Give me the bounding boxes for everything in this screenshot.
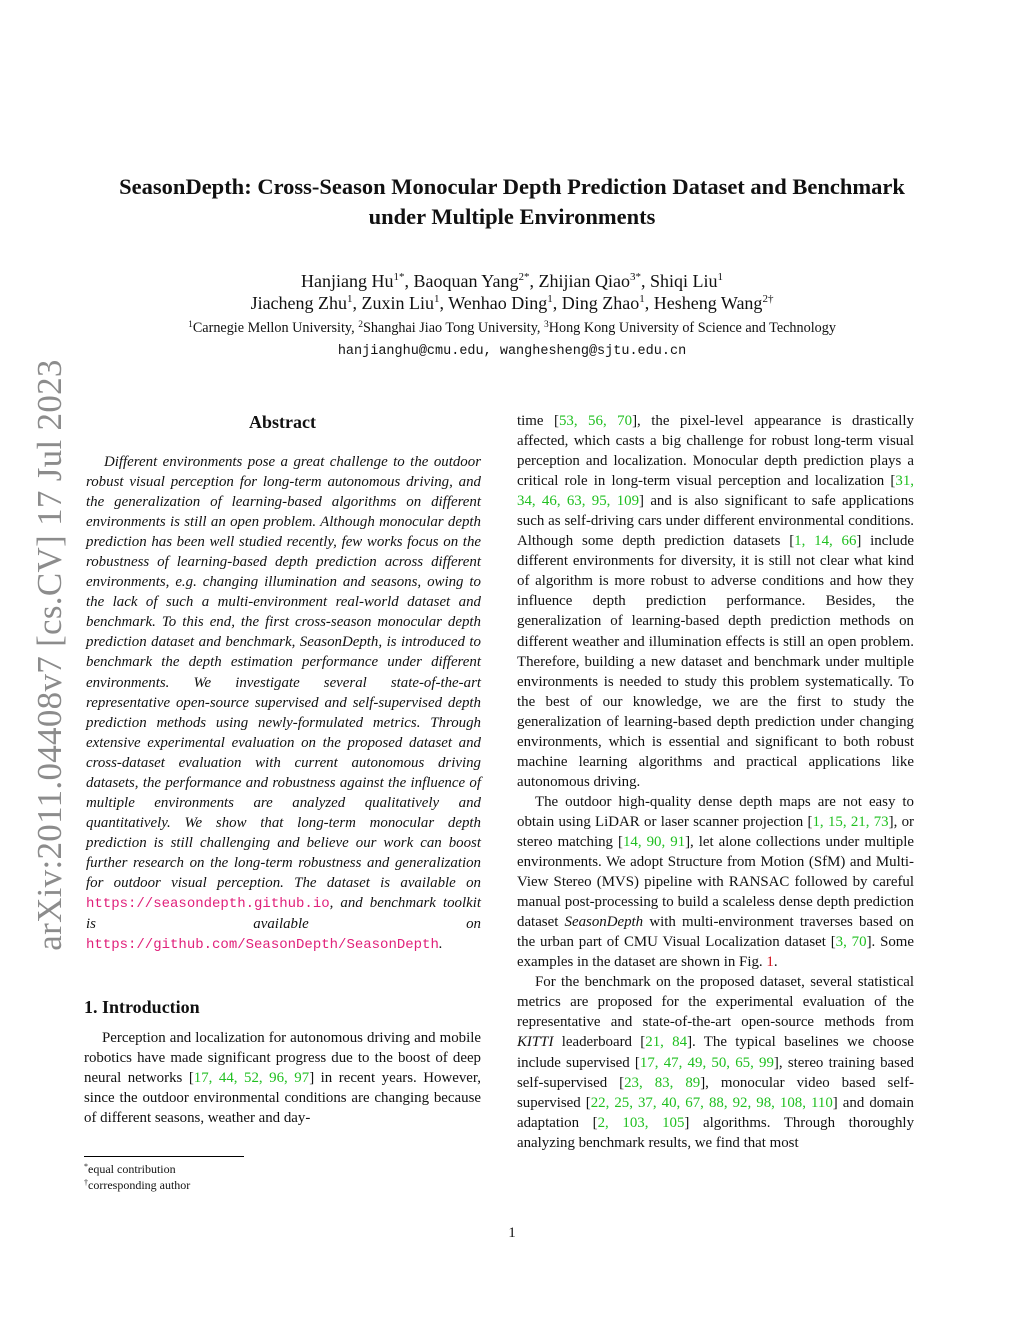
text-run: ], monocular video based self-supervised [: [517, 1074, 915, 1111]
affiliation-name: Hong Kong University of Science and Technology: [548, 320, 836, 336]
figure-reference-link[interactable]: 1: [766, 954, 774, 971]
citation-link[interactable]: 21, 84: [645, 1034, 688, 1051]
citation-link[interactable]: 31, 34, 46, 63, 95, 109: [517, 473, 914, 510]
abstract-text-end: .: [438, 936, 443, 953]
author-affiliation-mark: 1: [717, 271, 723, 283]
text-run: time [: [517, 413, 559, 429]
text-run: with multi-environment traverses based on the urban part of CMU Visual Localization dataset [: [517, 914, 914, 951]
introduction-heading: 1. Introduction: [84, 997, 200, 1018]
page-number: 1: [508, 1225, 516, 1241]
author-affiliation-mark: 1: [434, 293, 440, 305]
citation-link[interactable]: 17, 47, 49, 50, 65, 99: [639, 1054, 774, 1071]
author-list: [80, 270, 944, 314]
citation-link[interactable]: 14, 90, 91: [622, 833, 686, 850]
citation-link[interactable]: 1, 14, 66: [794, 533, 857, 550]
footnotes: [84, 1156, 244, 1193]
affiliation-name: Shanghai Jiao Tong University: [362, 320, 537, 336]
text-run: ]. The typical baselines we choose include supervised [: [517, 1034, 914, 1071]
author-line-2: Jiacheng Zhu$^1$, Zuxin Liu$^1$, Wenhao Ding$^1$, Ding Zhao$^1$, Hesheng Wang$^{2\dagger}$: [250, 293, 774, 313]
author-name: Jiacheng Zhu: [250, 293, 348, 313]
author-affiliation-mark: 2*: [518, 271, 530, 283]
left-column: [84, 410, 481, 1128]
citation-link[interactable]: 3, 70: [835, 934, 867, 951]
toolkit-link[interactable]: https://github.com/SeasonDepth/SeasonDepth: [86, 937, 439, 954]
author-affiliation-mark: 1: [639, 293, 645, 305]
leaderboard-name: KITTI: [517, 1034, 554, 1051]
author-name: Zhijian Qiao: [538, 271, 630, 291]
text-run: ], or stereo matching [: [517, 813, 915, 850]
text-run: ] include different environments for diversity, it is still not clear what kind of algorithm is more robust to adverse conditions and how they influence depth prediction performance. Besides, the generalization of learning-based depth prediction methods on different weather and illumination effects is still an open problem. Therefore, building a new dataset and benchmark under multiple environments is needed to study this problem systematically. To the best of our knowledge, we are the first to study the generalization of learning-based depth prediction under changing environments, which is essential and significant to both robust machine learning algorithms and practical applications like autonomous driving.: [517, 533, 914, 790]
contact-emails: hanjianghu@cmu.edu, wanghesheng@sjtu.edu.cn: [337, 344, 687, 359]
affiliations: $^1$Carnegie Mellon University, $^2$Shanghai Jiao Tong University, $^3$Hong Kong University of Science and Technology: [188, 320, 836, 336]
author-line-1: Hanjiang $Hu^{1*}$, Baoquan Yang$^{2*}$, Zhijian Qiao$^{3*}$, Shiqi Liu$^1$: [301, 271, 723, 291]
intro-paragraph-2: [517, 792, 914, 972]
author-name: Zuxin Liu: [361, 293, 435, 313]
author-name: Hanjiang Hu: [301, 271, 394, 291]
citation-link[interactable]: 23, 83, 89: [624, 1074, 701, 1091]
dataset-name: SeasonDepth: [564, 914, 644, 931]
text-run: ] and is also significant to safe applications such as self-driving cars under different environmental conditions. Although some depth prediction datasets [: [517, 493, 914, 550]
affiliation-mark: 3: [544, 320, 549, 330]
citation-link[interactable]: 17, 44, 52, 96, 97: [193, 1070, 310, 1087]
author-affiliation-mark: 1: [547, 293, 553, 305]
citation-link[interactable]: 1, 15, 21, 73: [812, 813, 889, 830]
affiliation-mark: 2: [358, 320, 363, 330]
text-run: For the benchmark on the proposed dataset, several statistical metrics are proposed for the experimental evaluation of the representative and state-of-the-art open-source methods from: [517, 974, 914, 1031]
arxiv-identifier-stamp: arXiv:2011.04408v7 [cs.CV] 17 Jul 2023: [30, 359, 69, 951]
intro-paragraph-continued: [517, 411, 914, 792]
text-run: ], stereo training based self-supervised [: [517, 1054, 915, 1091]
text-run: ], the pixel-level appearance is drastically affected, which casts a big challenge for robust long-term visual perception and localization. Monocular depth prediction plays a critical role in long-term visual perception and localization [: [517, 413, 915, 490]
author-name: Wenhao Ding: [448, 293, 548, 313]
text-run: ] and domain adaptation [: [517, 1094, 914, 1131]
author-name: Shiqi Liu: [649, 271, 718, 291]
text-run: leaderboard [: [553, 1034, 646, 1051]
citation-link[interactable]: 2, 103, 105: [597, 1114, 685, 1131]
abstract-text-mid: , and benchmark toolkit is available on: [86, 895, 481, 933]
author-name: Hesheng Wang: [653, 293, 763, 313]
author-affiliation-mark: 3*: [629, 271, 641, 283]
intro-paragraph-3: [517, 972, 914, 1152]
text-run: .: [773, 954, 778, 971]
citation-link[interactable]: 53, 56, 70: [558, 413, 633, 429]
text-run: ], let alone collections under multiple environments. We adopt Structure from Motion (SfM) and Multi-View Stereo (MVS) pipeline with RANSAC followed by careful manual post-processing to build a scaleless dense depth prediction dataset: [517, 833, 914, 931]
author-affiliation-mark: 1: [347, 293, 353, 305]
text-run: ]. Some examples in the dataset are shown in Fig.: [517, 934, 914, 971]
text-run: Perception and localization for autonomous driving and mobile robotics have made significant progress due to the boost of deep neural networks [: [84, 1030, 481, 1087]
author-affiliation-mark: 1*: [393, 271, 405, 283]
text-run: ] in recent years. However, since the outdoor environmental conditions are changing because of different seasons, weather and day-: [84, 1070, 481, 1127]
title-line-2: under Multiple Environments: [368, 204, 656, 229]
abstract-body: [86, 452, 481, 955]
affiliation-mark: 1: [188, 320, 193, 330]
author-name: Ding Zhao: [561, 293, 640, 313]
footnote-corresponding-author: †corresponding author: [84, 1178, 191, 1192]
title-line-1: SeasonDepth: Cross-Season Monocular Depth Prediction Dataset and Benchmark: [119, 174, 905, 199]
right-column: [517, 411, 914, 1153]
citation-link[interactable]: 22, 25, 37, 40, 67, 88, 92, 98, 108, 110: [590, 1094, 833, 1111]
intro-paragraph-1: [84, 1028, 481, 1128]
footnote-equal-contribution: *equal contribution: [84, 1162, 176, 1176]
abstract-heading: Abstract: [249, 412, 316, 432]
dataset-link[interactable]: https://seasondepth.github.io: [86, 896, 330, 913]
abstract-text: Different environments pose a great challenge to the outdoor robust visual perception for long-term autonomous driving, and the generalization of learning-based algorithms on different environments is still an open problem. Although monocular depth prediction has been well studied recently, few works focus on the robustness of learning-based depth prediction across different environments, e.g. changing illumination and seasons, owing to the lack of such a multi-environment real-world dataset and benchmark. To this end, the first cross-season monocular depth prediction dataset and benchmark, SeasonDepth, is introduced to benchmark the depth estimation performance under different environments. We investigate several state-of-the-art representative open-source supervised and self-supervised depth prediction methods using newly-formulated metrics. Through extensive experimental evaluation on the proposed dataset and cross-dataset evaluation with current autonomous driving datasets, the performance and robustness against the influence of multiple environments are analyzed qualitatively and quantitatively. We show that long-term monocular depth prediction is still challenging and believe our work can boost further research on the long-term robustness and generalization for outdoor visual perception. The dataset is available on: [86, 454, 481, 891]
author-name: Baoquan Yang: [413, 271, 519, 291]
affiliation-name: Carnegie Mellon University: [192, 320, 352, 336]
text-run: The outdoor high-quality dense depth maps are not easy to obtain using LiDAR or laser scanner projection [: [517, 793, 914, 830]
paper-title: [80, 172, 944, 232]
author-affiliation-mark: 2†: [762, 293, 774, 305]
text-run: ] algorithms. Through thoroughly analyzing benchmark results, we find that most: [517, 1114, 915, 1151]
